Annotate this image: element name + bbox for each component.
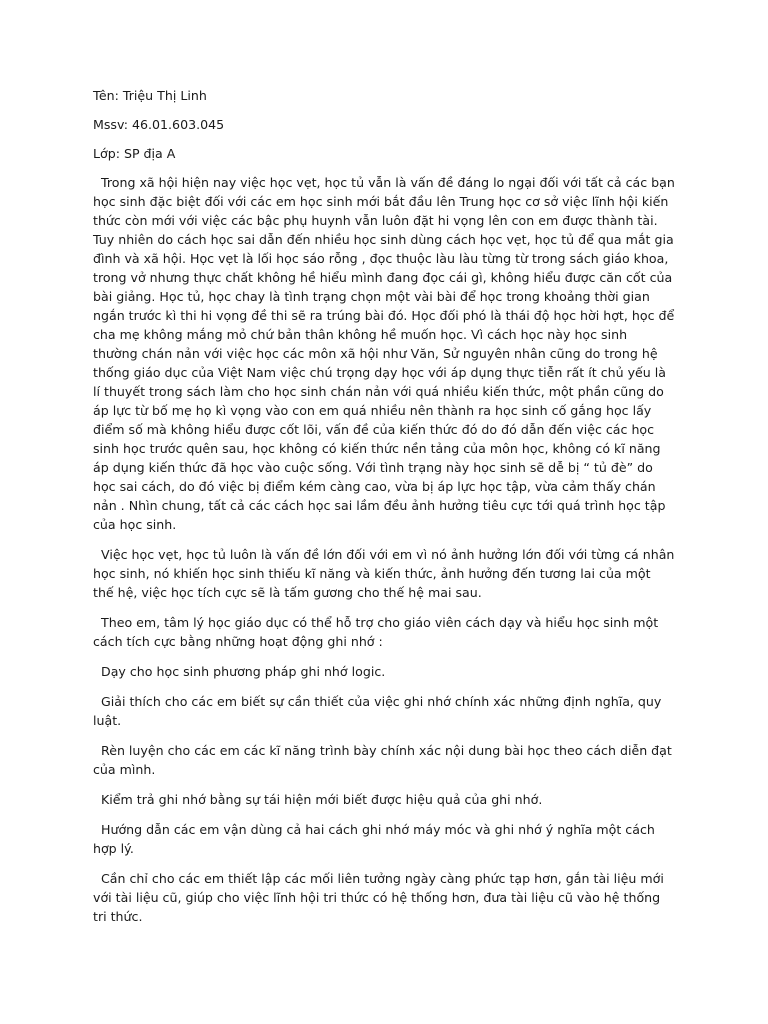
student-id: Mssv: 46.01.603.045 <box>93 117 225 132</box>
list-item: Rèn luyện cho các em các kĩ năng trình bày chính xác nội dung bài học theo cách diễn đạt của mình. <box>93 743 676 777</box>
list-item: Cần chỉ cho các em thiết lập các mối liên tưởng ngày càng phức tạp hơn, gắn tài liệu mới với tài liệu cũ, giúp cho việc lĩnh hội tri thức có hệ thống hơn, đưa tài liệu cũ vào hệ thống tri thức. <box>93 871 668 924</box>
list-item: Dạy cho học sinh phương pháp ghi nhớ logic. <box>93 664 386 679</box>
student-class: Lớp: SP địa A <box>93 146 176 161</box>
list-item: Kiểm trả ghi nhớ bằng sự tái hiện mới biết được hiệu quả của ghi nhớ. <box>93 792 543 807</box>
student-name: Tên: Triệu Thị Linh <box>93 88 207 103</box>
paragraph-intro: Trong xã hội hiện nay việc học vẹt, học tủ vẫn là vấn đề đáng lo ngại đối với tất cả các bạn học sinh đặc biệt đối với các em học sinh mới bắt đầu lên Trung học cơ sở việc lĩnh hội kiến thức còn mới với việc các bậc phụ huynh vẫn luôn đặt hi vọng lên con em được thành tài. Tuy nhiên do cách học sai dẫn đến nhiều học sinh dùng cách học vẹt, học tủ để qua mắt gia đình và xã hội. Học vẹt là lối học sáo rỗng , đọc thuộc làu làu từng từ trong sách giáo khoa, trong vở nhưng thực chất không hề hiểu mình đang đọc cái gì, không hiểu được căn cốt của bài giảng. Học tủ, học chay là tình trạng chọn một vài bài để học trong khoảng thời gian ngắn trước kì thi hi vọng đề thi sẽ ra trúng bài đó. Học đối phó là thái độ học hời hợt, học để cha mẹ không mắng mỏ chứ bản thân không hề muốn học. Vì cách học này học sinh thường chán nản với việc học các môn xã hội như Văn, Sử nguyên nhân cũng do trong hệ thống giáo dục của Việt Nam việc chú trọng dạy học với áp dụng thực tiễn rất ít chủ yếu là lí thuyết trong sách làm cho học sinh chán nản với quá nhiều kiến thức, một phần cũng do áp lực từ bố mẹ họ kì vọng vào con em quá nhiều nên thành ra học sinh cố gắng học lấy điểm số mà không hiểu được cốt lõi, vấn đề của kiến thức đó do đó dẫn đến việc các học sinh học trước quên sau, học không có kiến thức nền tảng của môn học, không có kĩ năng áp dụng kiến thức đã học vào cuộc sống. Với tình trạng này học sinh sẽ dễ bị “ tủ đè” do học sai cách, do đó việc bị điểm kém càng cao, vừa bị áp lực học tập, vừa cảm thấy chán nản . Nhìn chung, tất cả các cách học sai lầm đều ảnh hưởng tiêu cực tới quá trình học tập của học sinh. <box>93 175 679 532</box>
document-page <box>93 86 679 937</box>
list-item: Giải thích cho các em biết sự cần thiết của việc ghi nhớ chính xác những định nghĩa, quy luật. <box>93 694 666 728</box>
list-item: Hướng dẫn các em vận dùng cả hai cách ghi nhớ máy móc và ghi nhớ ý nghĩa một cách hợp lý. <box>93 822 659 856</box>
paragraph-impact: Việc học vẹt, học tủ luôn là vấn đề lớn đối với em vì nó ảnh hưởng lớn đối với từng cá nhân học sinh, nó khiến học sinh thiếu kĩ năng và kiến thức, ảnh hưởng đến tương lai của một thế hệ, việc học tích cực sẽ là tấm gương cho thế hệ mai sau. <box>93 547 679 600</box>
paragraph-opinion: Theo em, tâm lý học giáo dục có thể hỗ trợ cho giáo viên cách dạy và hiểu học sinh một cách tích cực bằng những hoạt động ghi nhớ : <box>93 615 663 649</box>
